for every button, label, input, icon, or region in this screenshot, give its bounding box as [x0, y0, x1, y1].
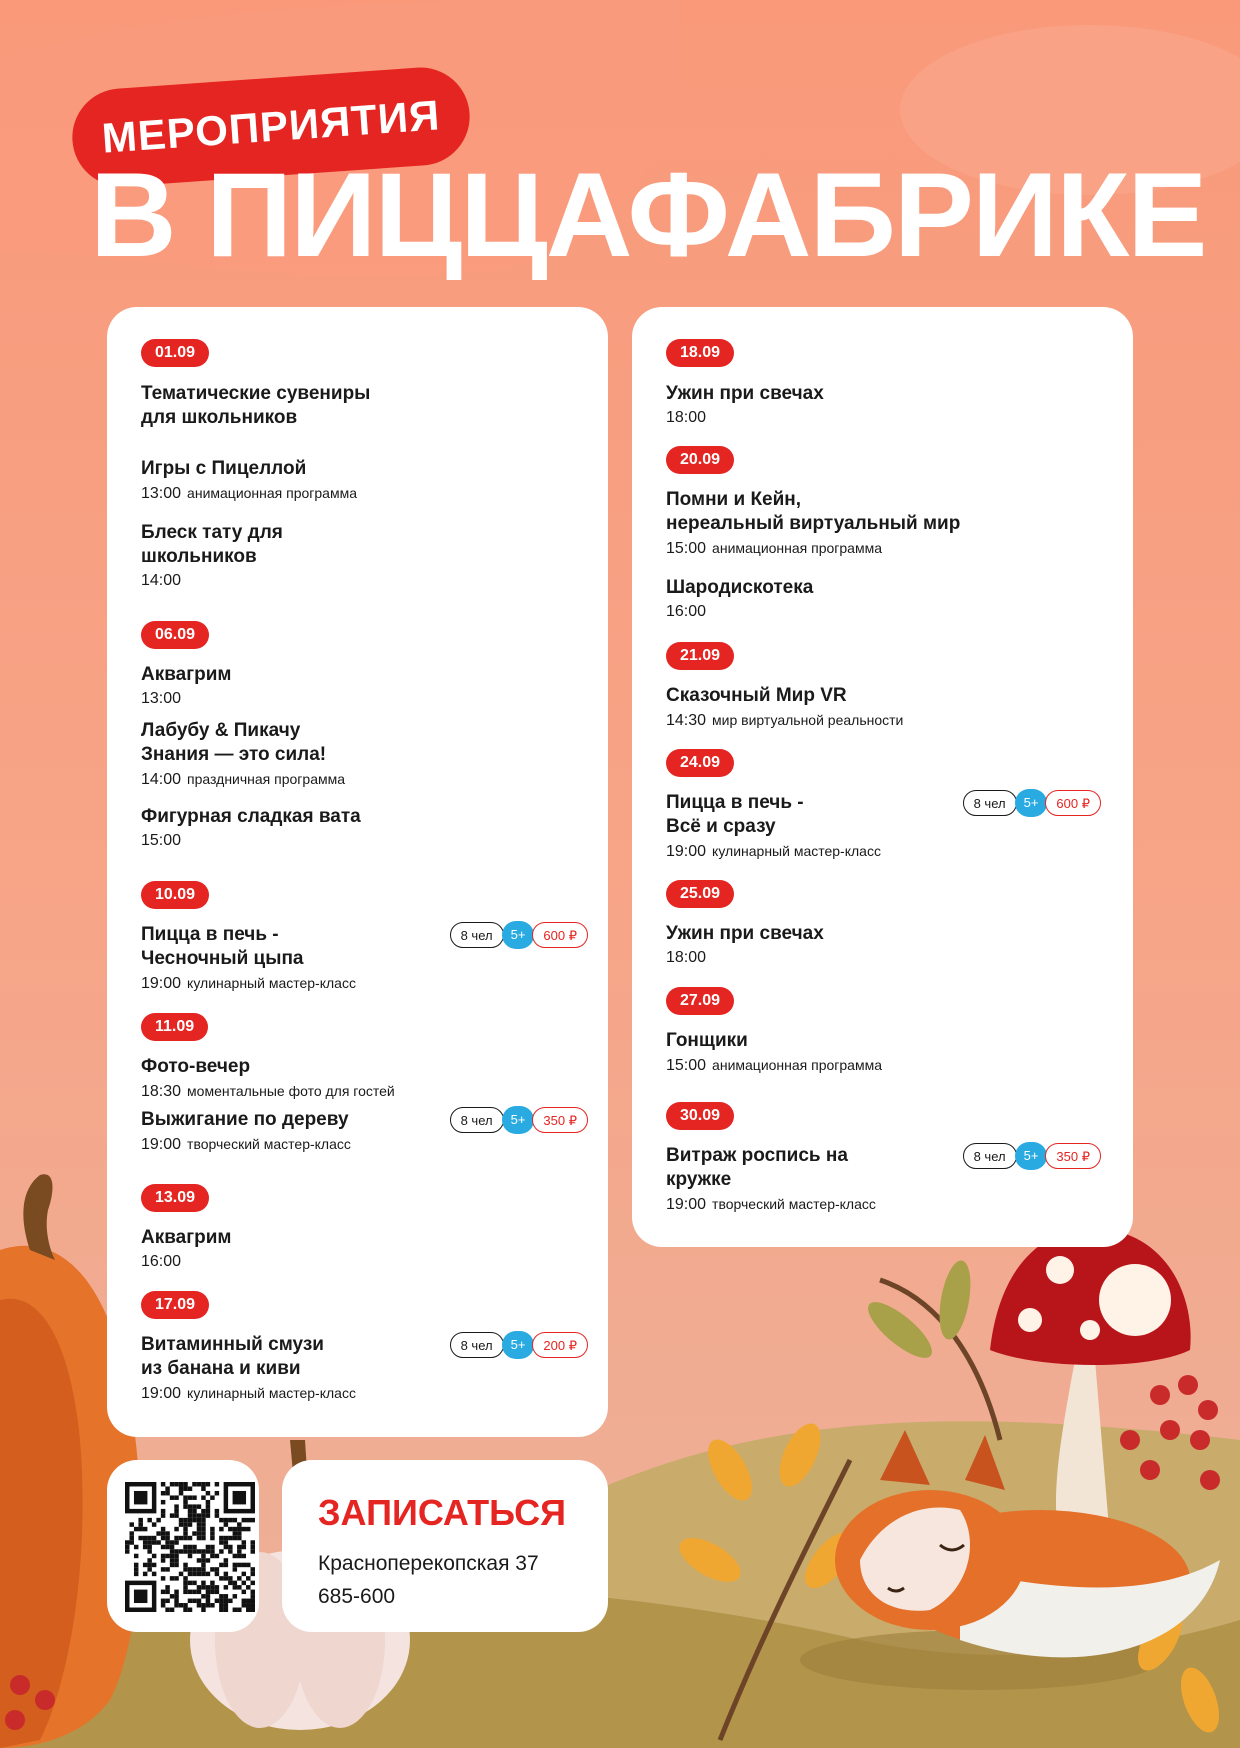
date-badge: 01.09 — [141, 339, 209, 367]
signup-phone[interactable]: 685-600 — [318, 1585, 396, 1608]
date-badge: 13.09 — [141, 1184, 209, 1212]
event-time — [141, 689, 181, 709]
date-badge: 10.09 — [141, 881, 209, 909]
event-title: школьников — [141, 546, 257, 567]
event-time-value: 18:30 — [141, 1083, 182, 1100]
event-time-value: 19:00 — [141, 1385, 182, 1402]
event-time-value: 14:00 — [141, 572, 182, 589]
event-time-value: 14:30 — [666, 712, 707, 729]
event-title: Аквагрим — [141, 1227, 232, 1248]
date-badge: 18.09 — [666, 339, 734, 367]
schedule-card-left — [107, 307, 608, 1437]
age-limit-pill: 5+ — [1015, 789, 1048, 817]
event-title: Витаминный смузи — [141, 1334, 324, 1355]
event-title: Фигурная сладкая вата — [141, 806, 361, 827]
event-time — [141, 1081, 395, 1102]
date-badge: 11.09 — [141, 1013, 208, 1041]
event-title: Знания — это сила! — [141, 744, 327, 765]
event-title: Тематические сувениры — [141, 383, 371, 404]
event-time-value: 16:00 — [666, 603, 707, 620]
event-title: Витраж роспись на — [666, 1145, 848, 1166]
date-badge: 21.09 — [666, 642, 734, 670]
signup-card[interactable] — [282, 1460, 608, 1632]
event-time — [666, 538, 882, 559]
event-time — [666, 1055, 882, 1076]
people-count-pill: 8 чел — [450, 1107, 504, 1133]
price-pill: 600 ₽ — [1045, 790, 1101, 816]
price-pill: 350 ₽ — [532, 1107, 588, 1133]
date-badge: 27.09 — [666, 987, 734, 1015]
event-time-value: 16:00 — [141, 1253, 182, 1270]
signup-title[interactable]: ЗАПИСАТЬСЯ — [318, 1492, 566, 1533]
event-time-value: 15:00 — [666, 1057, 707, 1074]
age-limit-pill: 5+ — [502, 1331, 535, 1359]
event-description: праздничная программа — [187, 771, 346, 787]
event-time-value: 19:00 — [666, 843, 707, 860]
event-time-value: 15:00 — [666, 540, 707, 557]
price-pill: 350 ₽ — [1045, 1143, 1101, 1169]
event-time — [666, 408, 706, 428]
event-pills — [450, 921, 588, 949]
event-title: Лабубу & Пикачу — [141, 720, 301, 741]
event-title: нереальный виртуальный мир — [666, 513, 961, 534]
event-description: моментальные фото для гостей — [187, 1083, 395, 1099]
event-title: Сказочный Мир VR — [666, 685, 847, 706]
people-count-pill: 8 чел — [963, 790, 1017, 816]
event-description: кулинарный мастер-класс — [187, 1385, 356, 1401]
age-limit-pill: 5+ — [502, 1106, 535, 1134]
people-count-pill: 8 чел — [450, 922, 504, 948]
date-badge: 17.09 — [141, 1291, 209, 1319]
date-badge: 25.09 — [666, 880, 734, 908]
date-badge: 30.09 — [666, 1102, 734, 1130]
event-time — [666, 602, 706, 622]
event-title: Чесночный цыпа — [141, 948, 304, 969]
event-time-value: 15:00 — [141, 832, 182, 849]
event-title: Выжигание по дереву — [141, 1109, 349, 1130]
event-description: творческий мастер-класс — [187, 1136, 351, 1152]
event-title: Помни и Кейн, — [666, 489, 802, 510]
event-time-value: 19:00 — [666, 1196, 707, 1213]
event-description: анимационная программа — [712, 1057, 883, 1073]
event-time-value: 13:00 — [141, 690, 182, 707]
event-title: Пицца в печь - — [666, 792, 804, 813]
event-time — [666, 948, 706, 968]
event-title: Аквагрим — [141, 664, 232, 685]
event-time-value: 19:00 — [141, 1136, 182, 1153]
event-time — [141, 769, 345, 790]
event-pills — [450, 1106, 588, 1134]
event-title: для школьников — [141, 407, 298, 428]
event-time — [141, 571, 181, 591]
event-title: из банана и киви — [141, 1358, 301, 1379]
event-description: творческий мастер-класс — [712, 1196, 876, 1212]
schedule-card-right — [632, 307, 1133, 1247]
event-title: Шародискотека — [666, 577, 814, 598]
event-time — [141, 1134, 351, 1155]
event-time — [666, 841, 881, 862]
event-description: мир виртуальной реальности — [712, 712, 904, 728]
event-title: Ужин при свечах — [666, 923, 824, 944]
event-time — [141, 973, 356, 994]
event-time-value: 13:00 — [141, 485, 182, 502]
date-badge: 24.09 — [666, 749, 734, 777]
event-title: Игры с Пицеллой — [141, 458, 307, 479]
qr-card — [107, 1460, 259, 1632]
header-badge-text: МЕРОПРИЯТИЯ — [100, 91, 442, 162]
event-time-value: 19:00 — [141, 975, 182, 992]
age-limit-pill: 5+ — [502, 921, 535, 949]
date-badge: 06.09 — [141, 621, 209, 649]
signup-address: Красноперекопская 37 — [318, 1552, 539, 1575]
event-time — [141, 1252, 181, 1272]
event-time — [141, 831, 181, 851]
event-title: Фото-вечер — [141, 1056, 251, 1077]
event-title: кружке — [666, 1169, 732, 1190]
event-title: Пицца в печь - — [141, 924, 279, 945]
event-description: анимационная программа — [712, 540, 883, 556]
event-description: кулинарный мастер-класс — [187, 975, 356, 991]
people-count-pill: 8 чел — [963, 1143, 1017, 1169]
event-description: кулинарный мастер-класс — [712, 843, 881, 859]
price-pill: 600 ₽ — [532, 922, 588, 948]
event-title: Блеск тату для — [141, 522, 283, 543]
date-badge: 20.09 — [666, 446, 734, 474]
event-title: Всё и сразу — [666, 816, 776, 837]
event-pills — [963, 1142, 1101, 1170]
event-time-value: 18:00 — [666, 409, 707, 426]
event-time-value: 18:00 — [666, 949, 707, 966]
event-pills — [450, 1331, 588, 1359]
age-limit-pill: 5+ — [1015, 1142, 1048, 1170]
people-count-pill: 8 чел — [450, 1332, 504, 1358]
qr-code-icon[interactable] — [125, 1482, 255, 1612]
event-time — [141, 483, 357, 504]
event-title: Ужин при свечах — [666, 383, 824, 404]
event-description: анимационная программа — [187, 485, 358, 501]
event-time — [666, 710, 903, 731]
event-time — [141, 1383, 356, 1404]
event-pills — [963, 789, 1101, 817]
event-time-value: 14:00 — [141, 771, 182, 788]
event-title: Гонщики — [666, 1030, 748, 1051]
event-time — [666, 1194, 876, 1215]
price-pill: 200 ₽ — [532, 1332, 588, 1358]
page-title: В ПИЦЦАФАБРИКЕ — [90, 148, 1206, 282]
